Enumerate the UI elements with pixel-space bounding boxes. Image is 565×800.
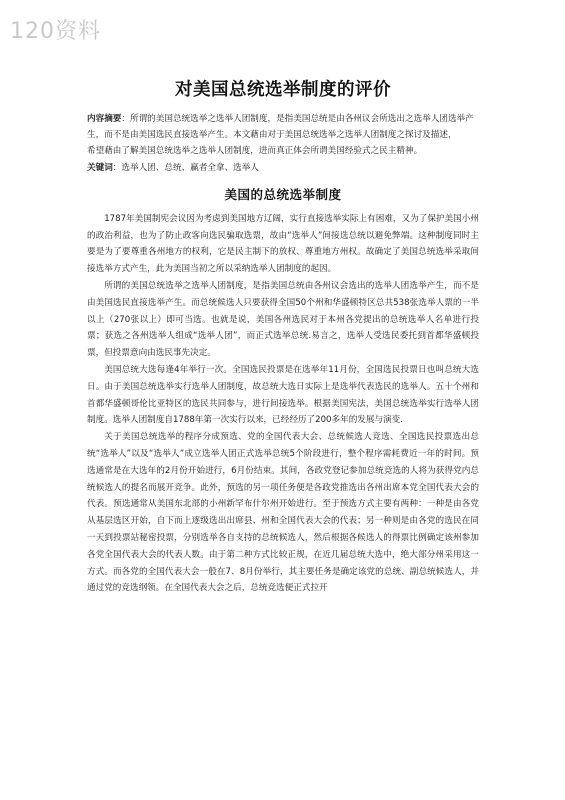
document-page (87, 76, 479, 597)
abstract-continuation: 希望藉由了解美国总统选举之选举人团制度，进而真正体会所谓美国经验式之民主精神。 (87, 146, 423, 157)
page-title: 对美国总统选举制度的评价 (175, 80, 391, 100)
abstract-label: 内容摘要 (87, 114, 122, 124)
abstract (87, 111, 479, 143)
body-paragraph: 1787年美国制宪会议因为考虑到美国地方辽阔，实行直接选举实际上有困难，又为了保护美国小州的政治利益，也为了防止政客向选民骗取选票，故由“选举人”间接选总统以避免弊端。这种制度同时主要是为了要尊重各州地方的权利，它是民主制下的放权、尊重地方州权。故确定了美国总统选举采取间接选举方式产生，此为美国当初之所以采纳选举人团制度的起因。 (87, 213, 479, 275)
body-paragraph: 所谓的美国总统选举之选举人团制度，是指美国总统由各州议会选出的选举人团选举产生，而不是由美国选民直接选举产生。而总统候选人只要获得全国50个州和华盛顿特区总共538张选举人票的一半以上（270张以上）即可当选。也就是说，美国各州选民对于本州各党提出的总统选举人名单进行投票；获选之各州选举人组成“选举人团”，而正式选举总统.易言之，选举人受选民委托到首都华盛顿投票，但投票意向由选民事先决定。 (87, 281, 479, 359)
body-paragraph: 关于美国总统选举的程序分成预选、党的全国代表大会、总统候选人竞选、全国选民投票选出总统“选举人”以及“选举人”成立选举人团正式选举总统5个阶段进行，整个程序需耗费近一年的时间。预选通常是在大选年的2月份开始进行，6月份结束。其间，各政党登记参加总统竞选的人将为获得党内总统候选人的提名而展开竞争。此外，预选的另一项任务便是各政党推选出各州出席本党全国代表大会的代表。预选通常从美国东北部的小州新罕布什尔州开始进行。至于预选方式主要有两种：一种是由各党从基层选区开始，自下而上逐级选出出席县、州和全国代表大会的代表；另一种则是由各党的选民在同一天到投票站秘密投票，分别选举各自支持的总统候选人，然后根据各候选人的得票比例确定该州参加各党全国代表大会的代表人数。由于第二种方式比较正规，在近几届总统大选中，绝大部分州采用这一方式。而各党的全国代表大会一般在7、8月份举行，其主要任务是确定该党的总统、副总统候选人，并通过党的竞选纲领。在全国代表大会之后，总统竞选便正式拉开 (87, 432, 479, 594)
abstract-text: ：所谓的美国总统选举之选举人团制度，是指美国总统是由各州议会所选出之选举人团选举产生，而不是由美国选民直接选举产生。本文藉由对于美国总统选举之选举人团制度之探讨及描述， (87, 114, 474, 141)
keywords-label: 关键词 (87, 162, 113, 173)
body-paragraph: 美国总统大选每逢4年举行一次。全国选民投票是在选举年11月份，全国选民投票日也叫总统大选日。由于美国总统选举实行选举人团制度，故总统大选日实际上是选举代表选民的选举人。五十个州和首都华盛顿哥伦比亚特区的选民共同参与，进行间接选举。根据美国宪法，美国总统选举实行选举人团制度。选举人团制度自1788年第一次实行以来，已经经历了200多年的发展与演变. (87, 364, 479, 426)
section-title: 美国的总统选举制度 (224, 186, 342, 202)
keywords (87, 160, 479, 176)
watermark-logo: 120资料 (10, 19, 101, 44)
keywords-text: ：选举人团、总统、赢者全拿、选举人 (112, 162, 259, 173)
